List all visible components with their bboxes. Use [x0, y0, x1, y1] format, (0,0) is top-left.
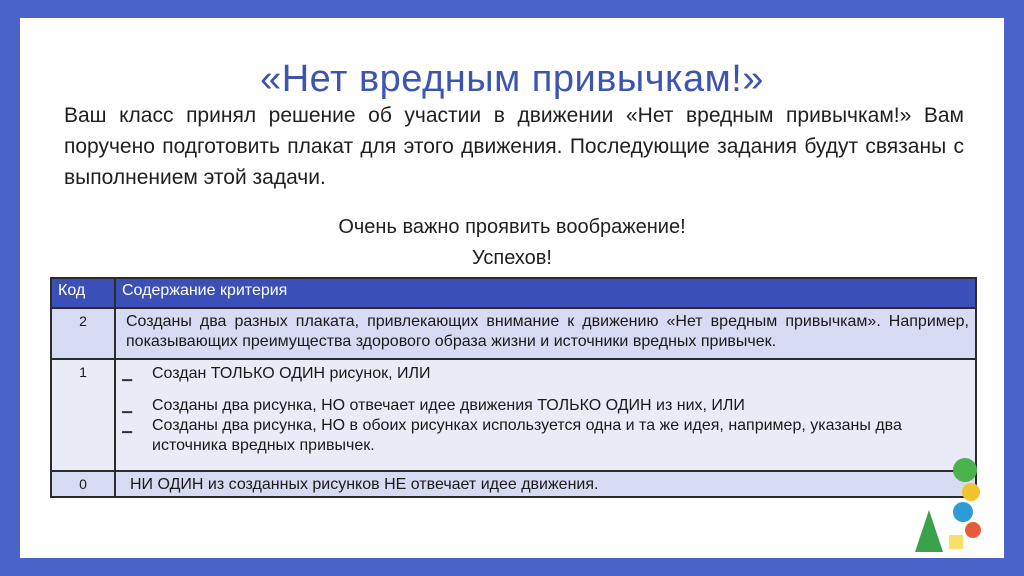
dash-bullet-icon: ▁: [122, 366, 132, 381]
imagination-line: Очень важно проявить воображение!: [338, 216, 686, 238]
row-text: Созданы два разных плаката, привлекающих внимание к движению «Нет вредным привычкам». Например, показывающих преимущества здорового образа жизни и источники вредных привычек.: [115, 308, 976, 359]
row-code: 1: [51, 359, 115, 471]
header-code: Код: [51, 278, 115, 308]
list-item: [122, 396, 969, 416]
task-paragraph: Ваш класс принял решение об участии в движении «Нет вредным привычкам!» Вам поручено подготовить плакат для этого движения. Последующие задания будут связаны с выполнением этой задачи.: [64, 104, 964, 189]
item-text: Созданы два рисунка, НО в обоих рисунках используется одна и та же идея, например, указаны два источника вредных привычек.: [152, 417, 902, 454]
table-header-row: [51, 278, 976, 308]
row-text: НИ ОДИН из созданных рисунков НЕ отвечает идее движения.: [115, 471, 976, 497]
row-items: [115, 359, 976, 471]
good-luck-line: Успехов!: [472, 247, 552, 269]
dash-bullet-icon: ▁: [122, 418, 132, 433]
list-item: [122, 416, 969, 456]
header-content: Содержание критерия: [115, 278, 976, 308]
table-row: [51, 471, 976, 497]
decorative-tree-icon: [905, 440, 985, 560]
item-text: Созданы два рисунка, НО отвечает идее движения ТОЛЬКО ОДИН из них, ИЛИ: [152, 397, 745, 414]
dash-bullet-icon: ▁: [122, 398, 132, 413]
list-item: [122, 364, 969, 384]
row-code: 2: [51, 308, 115, 359]
item-text: Создан ТОЛЬКО ОДИН рисунок, ИЛИ: [152, 365, 431, 382]
table-row: [51, 308, 976, 359]
criteria-table: [50, 277, 977, 498]
table-row: [51, 359, 976, 471]
row-code: 0: [51, 471, 115, 497]
slide-title: «Нет вредным привычкам!»: [260, 58, 764, 100]
slide: [20, 18, 1004, 558]
